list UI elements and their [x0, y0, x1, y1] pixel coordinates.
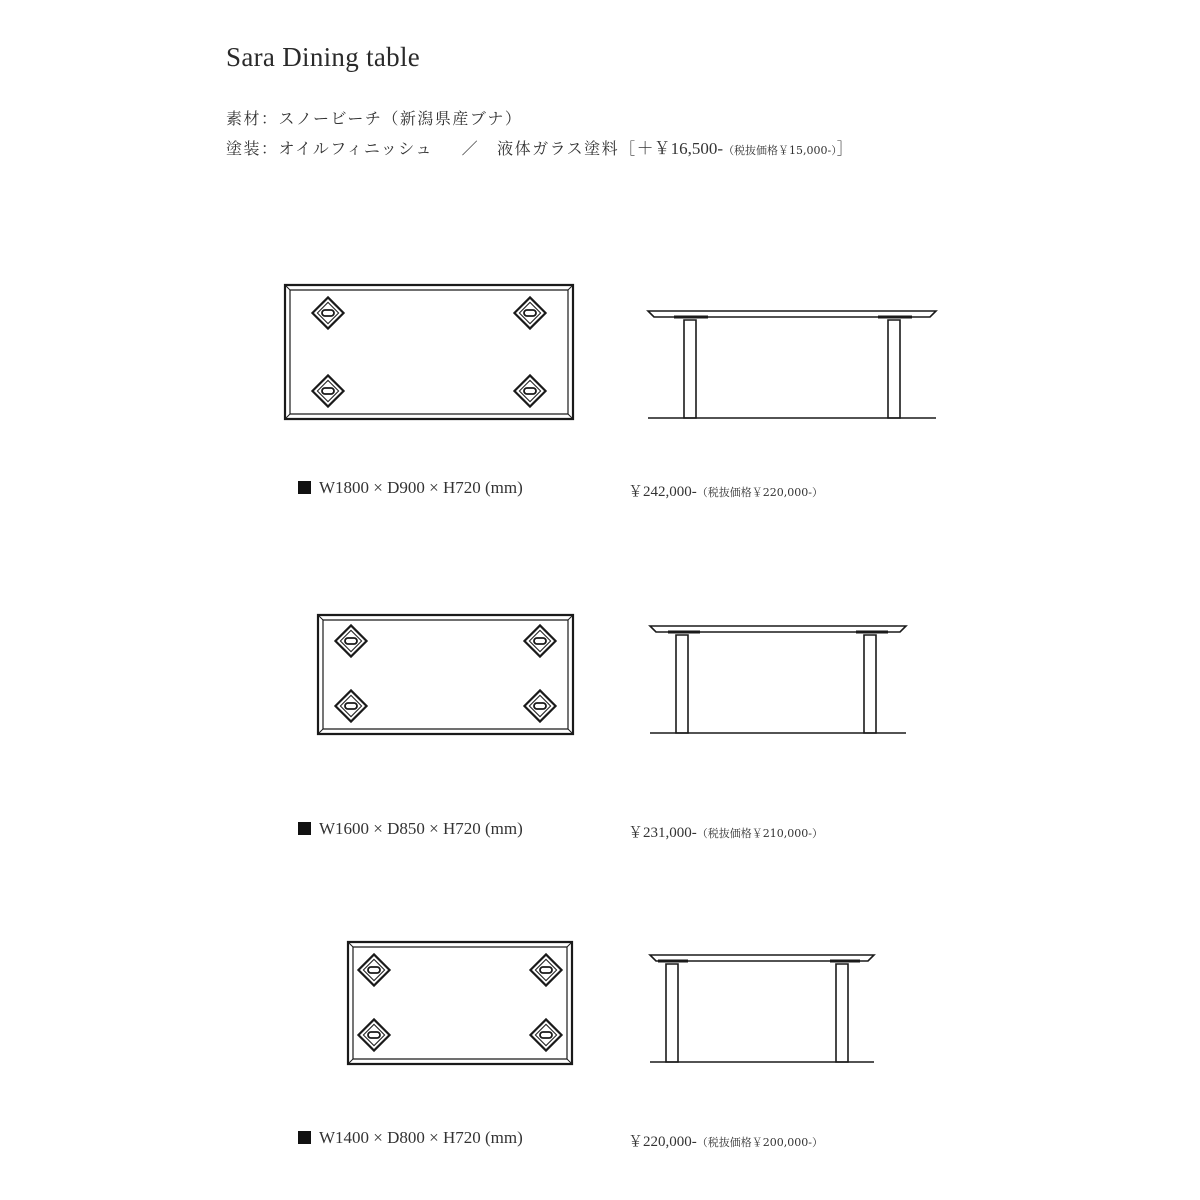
leg-mount-icon: [335, 690, 366, 721]
price-value: ￥242,000-: [628, 484, 697, 500]
leg-mount-icon: [312, 297, 343, 328]
finish-bracket-open: ［: [619, 139, 637, 158]
leg-mount-icon: [530, 1019, 561, 1050]
side-view-w1400: [648, 952, 876, 1066]
finish-price: ＋￥16,500-: [636, 139, 724, 158]
side-view-w1800: [646, 308, 938, 422]
bullet-square-icon: [298, 481, 311, 494]
price-tax-note: （税抜価格￥210,000-）: [696, 827, 823, 840]
price-value: ￥231,000-: [628, 825, 697, 841]
model-price: [628, 821, 823, 842]
page-title: Sara Dining table: [226, 42, 421, 72]
leg-mount-icon: [524, 625, 555, 656]
plan-view-w1400: [347, 941, 573, 1065]
model-dimensions: W1400 × D800 × H720 (mm): [298, 1128, 523, 1148]
price-value: ￥220,000-: [628, 1134, 697, 1150]
material-value: スノービーチ（新潟県産ブナ）: [278, 109, 523, 128]
bullet-square-icon: [298, 822, 311, 835]
leg-mount-icon: [312, 375, 343, 406]
model-price: [628, 480, 823, 501]
price-tax-note: （税抜価格￥200,000-）: [696, 1136, 823, 1149]
model-dimensions: W1600 × D850 × H720 (mm): [298, 819, 523, 839]
bullet-square-icon: [298, 1131, 311, 1144]
material-line: [226, 106, 522, 129]
finish-glass: 液体ガラス塗料: [497, 139, 620, 158]
price-tax-note: （税抜価格￥220,000-）: [696, 486, 823, 499]
leg-mount-icon: [358, 1019, 389, 1050]
side-view-w1600: [648, 623, 908, 737]
plan-view-w1600: [317, 614, 574, 735]
material-label: 素材：: [226, 109, 279, 128]
leg-mount-icon: [514, 375, 545, 406]
plan-view-w1800: [284, 284, 574, 420]
leg-mount-icon: [358, 954, 389, 985]
model-price: [628, 1130, 823, 1151]
finish-line: [226, 134, 854, 159]
leg-mount-icon: [524, 690, 555, 721]
finish-separator: ／: [461, 139, 480, 158]
leg-mount-icon: [335, 625, 366, 656]
model-dimensions: W1800 × D900 × H720 (mm): [298, 478, 523, 498]
finish-tax-note: （税抜価格￥15,000-）: [723, 144, 837, 157]
finish-label: 塗装：: [226, 139, 279, 158]
finish-oil: オイルフィニッシュ: [278, 139, 433, 158]
leg-mount-icon: [530, 954, 561, 985]
leg-mount-icon: [514, 297, 545, 328]
finish-bracket-close: ］: [836, 139, 855, 158]
